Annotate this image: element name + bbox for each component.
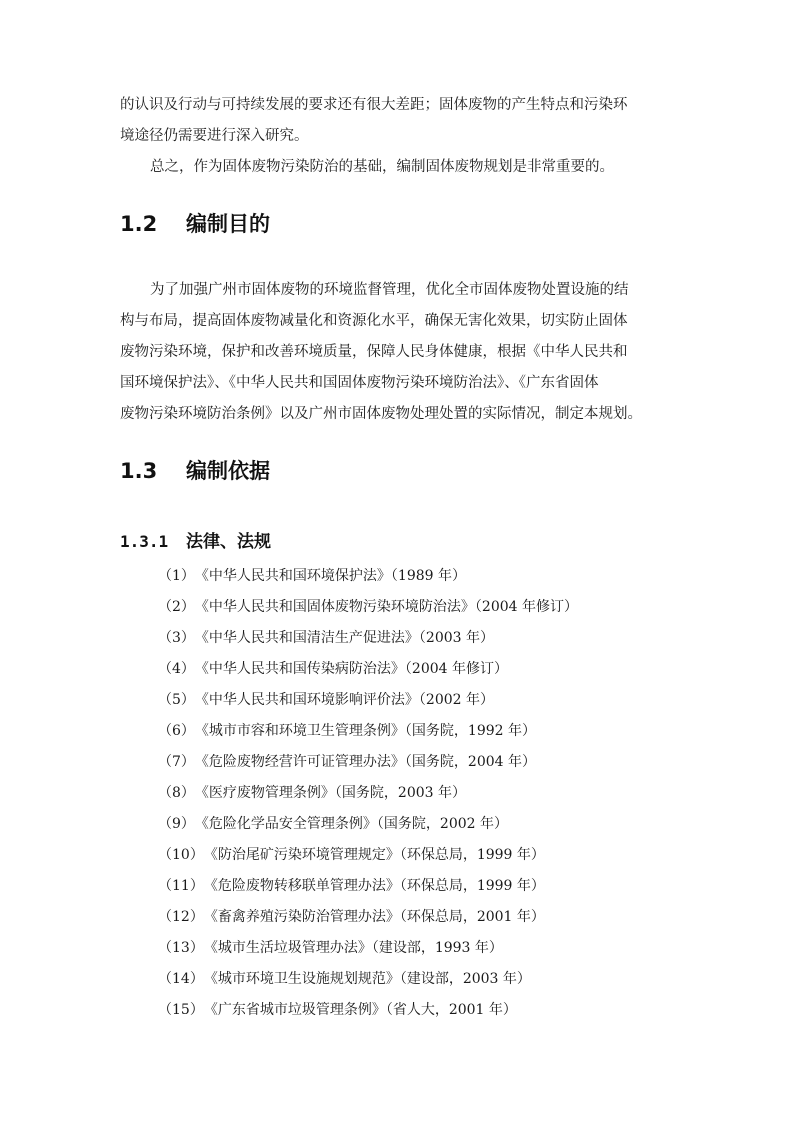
law-item-index: （15）	[158, 1002, 204, 1018]
law-item-text: 《中华人民共和国环境影响评价法》（2002 年）	[194, 692, 494, 708]
law-item-index: （5）	[158, 692, 195, 708]
purpose-line: 构与布局，提高固体废物减量化和资源化水平，确保无害化效果，切实防止固体	[120, 313, 628, 329]
law-item	[158, 995, 678, 1026]
purpose-paragraph	[120, 275, 675, 430]
law-item-text: 《中华人民共和国环境保护法》（1989 年）	[194, 568, 466, 584]
law-item	[158, 747, 678, 778]
law-item-text: 《中华人民共和国固体废物污染环境防治法》（2004 年修订）	[194, 599, 578, 615]
law-item-index: （2）	[158, 599, 195, 615]
law-item	[158, 871, 678, 902]
law-item-index: （11）	[158, 878, 204, 894]
subsection-number: 1.3.1	[120, 532, 169, 551]
law-item	[158, 809, 678, 840]
law-item	[158, 840, 678, 871]
law-item-text: 《医疗废物管理条例》（国务院，2003 年）	[194, 785, 466, 801]
section-heading-1-2	[120, 208, 270, 238]
law-item-text: 《广东省城市垃圾管理条例》（省人大，2001 年）	[203, 1002, 517, 1018]
law-item-text: 《城市环境卫生设施规划规范》（建设部，2003 年）	[203, 971, 531, 987]
law-item	[158, 654, 678, 685]
law-item-index: （6）	[158, 723, 195, 739]
law-item-index: （9）	[158, 816, 195, 832]
law-item-index: （12）	[158, 909, 204, 925]
intro-line: 境途径仍需要进行深入研究。	[120, 128, 309, 144]
law-item	[158, 561, 678, 592]
law-item	[158, 623, 678, 654]
law-item-index: （1）	[158, 568, 195, 584]
purpose-line: 废物污染环境，保护和改善环境质量，保障人民身体健康，根据《中华人民共和	[120, 344, 628, 360]
law-item-text: 《危险化学品安全管理条例》（国务院，2002 年）	[194, 816, 508, 832]
intro-line: 的认识及行动与可持续发展的要求还有很大差距；固体废物的产生特点和污染环	[120, 97, 628, 113]
law-item-text: 《城市生活垃圾管理办法》（建设部，1993 年）	[203, 940, 503, 956]
summary-line: 总之，作为固体废物污染防治的基础，编制固体废物规划是非常重要的。	[150, 159, 614, 175]
law-item-index: （14）	[158, 971, 204, 987]
law-item-index: （3）	[158, 630, 195, 646]
law-item-text: 《畜禽养殖污染防治管理办法》（环保总局，2001 年）	[203, 909, 545, 925]
law-item-index: （7）	[158, 754, 195, 770]
law-item-text: 《中华人民共和国传染病防治法》（2004 年修订）	[194, 661, 508, 677]
law-item-text: 《危险废物转移联单管理办法》（环保总局，1999 年）	[203, 878, 545, 894]
law-item	[158, 592, 678, 623]
law-item	[158, 902, 678, 933]
law-item-index: （8）	[158, 785, 195, 801]
law-item-text: 《危险废物经营许可证管理办法》（国务院，2004 年）	[194, 754, 536, 770]
subsection-heading-1-3-1	[120, 527, 271, 552]
law-item	[158, 964, 678, 995]
law-item-index: （13）	[158, 940, 204, 956]
section-title: 编制目的	[186, 212, 270, 236]
law-item-index: （4）	[158, 661, 195, 677]
law-item-text: 《中华人民共和国清洁生产促进法》（2003 年）	[194, 630, 494, 646]
law-item	[158, 685, 678, 716]
law-item	[158, 778, 678, 809]
section-title: 编制依据	[186, 459, 270, 483]
law-item-text: 《城市市容和环境卫生管理条例》（国务院，1992 年）	[194, 723, 536, 739]
subsection-title: 法律、法规	[186, 532, 271, 552]
purpose-line: 为了加强广州市固体废物的环境监督管理，优化全市固体废物处置设施的结	[150, 282, 629, 298]
section-number: 1.3	[120, 459, 158, 483]
law-item	[158, 933, 678, 964]
laws-list	[158, 561, 678, 1026]
law-item-index: （10）	[158, 847, 204, 863]
section-heading-1-3	[120, 455, 270, 485]
law-item-text: 《防治尾矿污染环境管理规定》（环保总局，1999 年）	[203, 847, 545, 863]
section-number: 1.2	[120, 212, 158, 236]
purpose-line: 国环境保护法》、《中华人民共和国固体废物污染环境防治法》、《广东省固体	[120, 375, 599, 391]
law-item	[158, 716, 678, 747]
intro-paragraph	[120, 90, 675, 183]
purpose-line: 废物污染环境防治条例》以及广州市固体废物处理处置的实际情况，制定本规划。	[120, 406, 642, 422]
